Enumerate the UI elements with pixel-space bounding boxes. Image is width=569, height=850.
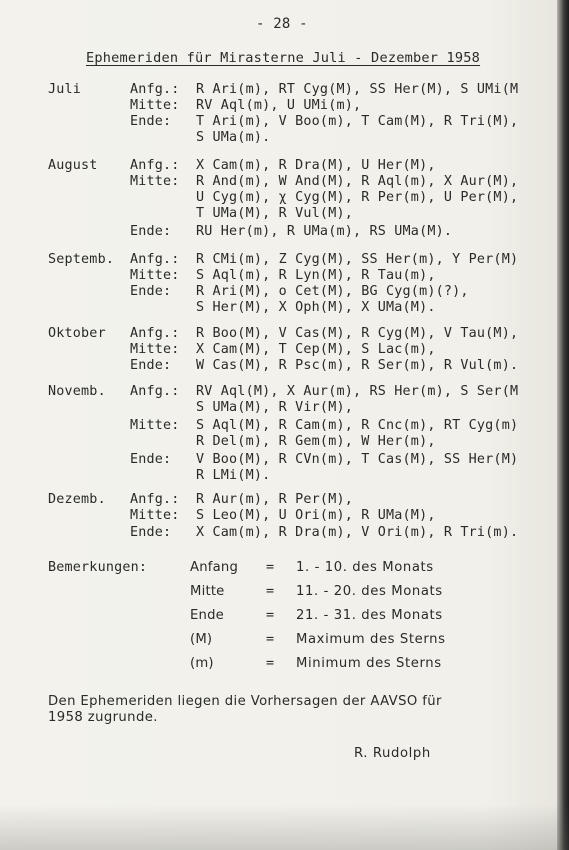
remark-value: 11. - 20. des Monats (296, 584, 443, 599)
star-list: R And(m), W And(M), R Aql(m), X Aur(M), (196, 174, 519, 189)
star-list: S Aql(M), R Cam(m), R Cnc(m), RT Cyg(m) (196, 418, 519, 433)
phase-label: Anfg.: (130, 252, 180, 267)
remark-equals: = (266, 656, 275, 671)
remark-equals: = (266, 632, 275, 647)
phase-label: Anfg.: (130, 492, 180, 507)
remark-value: 21. - 31. des Monats (296, 608, 443, 623)
month-label: Dezemb. (48, 492, 106, 507)
note-line: Den Ephemeriden liegen die Vorhersagen der AAVSO für (48, 694, 442, 709)
phase-label: Anfg.: (130, 158, 180, 173)
remark-term: (m) (190, 656, 214, 671)
remark-term: Ende (190, 608, 224, 623)
signature: R. Rudolph (354, 746, 431, 761)
phase-label: Anfg.: (130, 326, 180, 341)
star-list: W Cas(M), R Psc(m), R Ser(m), R Vul(m). (196, 358, 519, 373)
phase-label: Ende: (130, 358, 172, 373)
remarks-heading: Bemerkungen: (48, 560, 148, 575)
star-list: T Ari(m), V Boo(m), T Cam(M), R Tri(M), (196, 114, 519, 129)
star-list: R CMi(m), Z Cyg(M), SS Her(m), Y Per(M) (196, 252, 519, 267)
page-number: - 28 - (256, 16, 308, 32)
remark-equals: = (266, 608, 275, 623)
remark-term: Anfang (190, 560, 239, 575)
phase-label: Mitte: (130, 342, 180, 357)
phase-label: Ende: (130, 114, 172, 129)
star-list: V Boo(M), R CVn(m), T Cas(M), SS Her(M) (196, 452, 519, 467)
phase-label: Anfg.: (130, 82, 180, 97)
phase-label: Mitte: (130, 98, 180, 113)
month-label: Novemb. (48, 384, 106, 399)
phase-label: Mitte: (130, 418, 180, 433)
star-list: X Cam(m), R Dra(m), V Ori(m), R Tri(m). (196, 525, 519, 540)
star-list: S UMa(M), R Vir(M), (196, 400, 353, 415)
star-list: S UMa(m). (196, 130, 271, 145)
remark-term: Mitte (190, 584, 225, 599)
remark-term: (M) (190, 632, 213, 647)
phase-label: Mitte: (130, 508, 180, 523)
month-label: August (48, 158, 98, 173)
month-label: Septemb. (48, 252, 115, 267)
scan-edge-shadow (557, 0, 569, 850)
page-title: Ephemeriden für Mirasterne Juli - Dezember 1958 (86, 50, 481, 66)
scan-bottom-shadow (0, 804, 569, 850)
phase-label: Ende: (130, 525, 172, 540)
star-list: R Aur(m), R Per(M), (196, 492, 353, 507)
star-list: R Boo(M), V Cas(M), R Cyg(M), V Tau(M), (196, 326, 519, 341)
phase-label: Anfg.: (130, 384, 180, 399)
star-list: S Her(M), X Oph(M), X UMa(M). (196, 300, 436, 315)
star-list: S Aql(m), R Lyn(M), R Tau(m), (196, 268, 436, 283)
star-list: U Cyg(m), χ Cyg(M), R Per(m), U Per(M), (196, 190, 519, 205)
remark-equals: = (266, 584, 275, 599)
star-list: RV Aql(m), U UMi(m), (196, 98, 362, 113)
remark-value: Maximum des Sterns (296, 632, 446, 647)
phase-label: Mitte: (130, 174, 180, 189)
phase-label: Mitte: (130, 268, 180, 283)
remark-equals: = (266, 560, 275, 575)
phase-label: Ende: (130, 452, 172, 467)
star-list: R Del(m), R Gem(m), W Her(m), (196, 434, 436, 449)
remark-value: Minimum des Sterns (296, 656, 442, 671)
note-line: 1958 zugrunde. (48, 710, 158, 725)
phase-label: Ende: (130, 224, 172, 239)
star-list: RU Her(m), R UMa(m), RS UMa(M). (196, 224, 453, 239)
month-label: Oktober (48, 326, 106, 341)
month-label: Juli (48, 82, 82, 97)
star-list: RV Aql(M), X Aur(m), RS Her(m), S Ser(M (196, 384, 519, 399)
remark-value: 1. - 10. des Monats (296, 560, 434, 575)
star-list: R LMi(M). (196, 468, 271, 483)
star-list: X Cam(M), T Cep(M), S Lac(m), (196, 342, 436, 357)
star-list: T UMa(M), R Vul(M), (196, 206, 353, 221)
phase-label: Ende: (130, 284, 172, 299)
star-list: R Ari(M), o Cet(M), BG Cyg(m)(?), (196, 284, 469, 299)
star-list: R Ari(m), RT Cyg(M), SS Her(M), S UMi(M (196, 82, 519, 97)
star-list: S Leo(M), U Ori(m), R UMa(M), (196, 508, 436, 523)
star-list: X Cam(m), R Dra(M), U Her(M), (196, 158, 436, 173)
